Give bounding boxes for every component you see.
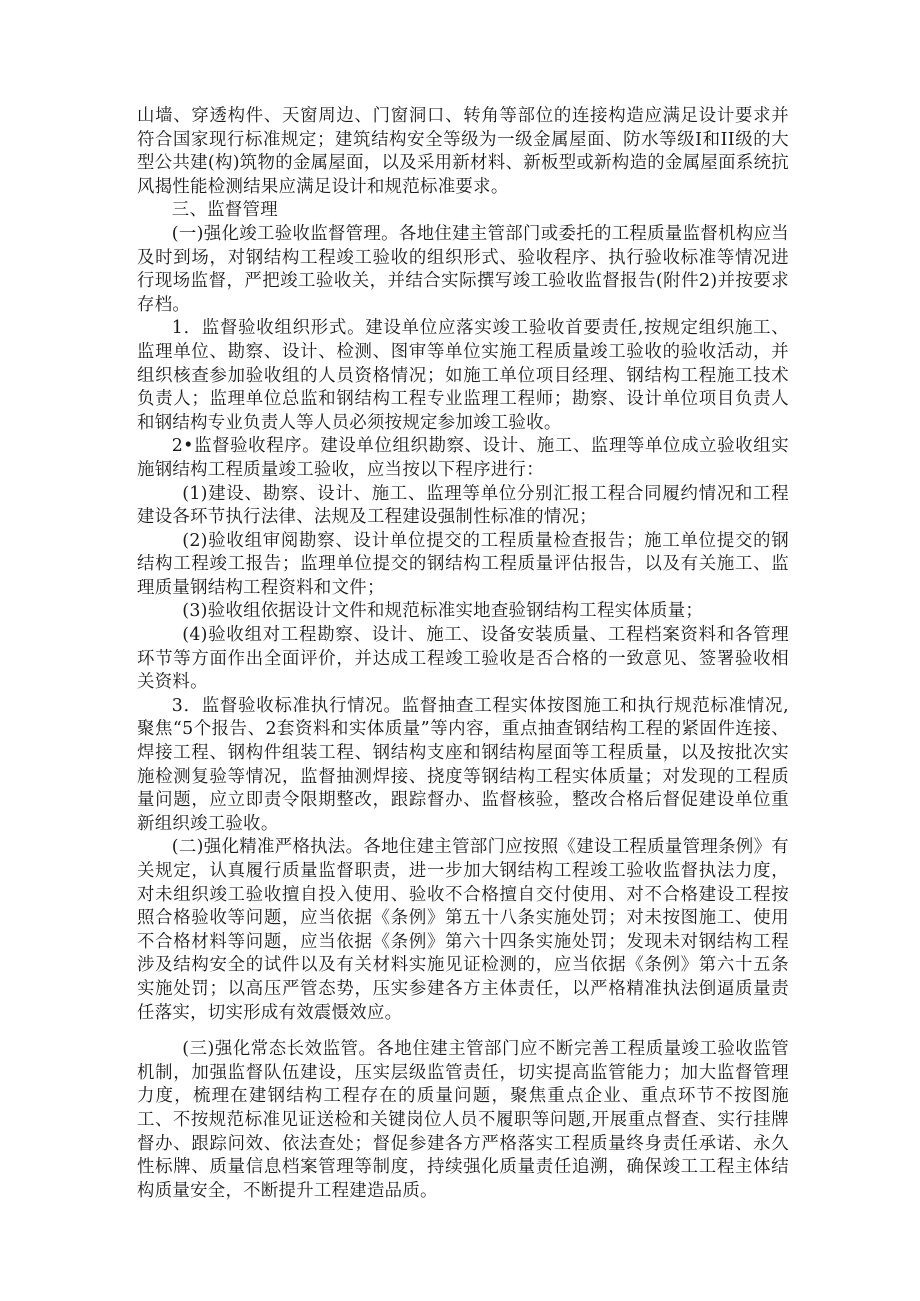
paragraph-acceptance-procedure: 2•监督验收程序。建设单位组织勘察、设计、施工、监理等单位成立验收组实施钢结构工程质量竣工验收，应当按以下程序进行： xyxy=(137,436,789,480)
list-item-procedure-3: (3)验收组依据设计文件和规范标准实地查验钢结构工程实体质量； xyxy=(182,601,704,622)
paragraph-strict-enforcement: (二)强化精准严格执法。各地住建主管部门应按照《建设工程质量管理条例》有关规定，认真履行质量监督职责，进一步加大钢结构工程竣工验收监督执法力度，对未组织竣工验收擅自投入使用、验收不合格擅自交付使用、对不合格建设工程按照合格验收等问题，应当依据《条例》第五十八条实施处罚；对未按图施工、使用不合格材料等问题，应当依据《条例》第六十四条实施处罚；发现未对钢结构工程涉及结构安全的试件以及有关材料实施见证检测的，应当依据《条例》第六十五条实施处罚；以高压严管态势，压实参建各方主体责任，以严格精准执法倒逼质量责任落实，切实形成有效震慑效应。 xyxy=(137,837,789,1023)
paragraph-roof-connection: 山墙、穿透构件、天窗周边、门窗洞口、转角等部位的连接构造应满足设计要求并符合国家现行标准规定；建筑结构安全等级为一级金属屋面、防水等级I和II级的大型公共建(构)筑物的金属屋面，以及采用新材料、新板型或新构造的金属屋面系统抗风揭性能检测结果应满足设计和规范标准要求。 xyxy=(137,106,789,197)
list-item-procedure-2: (2)验收组审阅勘察、设计单位提交的工程质量检查报告；施工单位提交的钢结构工程竣工报告；监理单位提交的钢结构工程质量评估报告，以及有关施工、监理质量钢结构工程资料和文件； xyxy=(137,530,789,598)
paragraph-acceptance-supervision: (一)强化竣工验收监督管理。各地住建主管部门或委托的工程质量监督机构应当及时到场，对钢结构工程竣工验收的组织形式、验收程序、执行验收标准等情况进行现场监督，严把竣工验收关，并结合实际撰写竣工验收监督报告(附件2)并按要求存档。 xyxy=(137,223,789,315)
list-item-procedure-1: (1)建设、勘察、设计、施工、监理等单位分别汇报工程合同履约情况和工程建设各环节执行法律、法规及工程建设强制性标准的情况； xyxy=(137,483,789,528)
section-heading-supervision: 三、监督管理 xyxy=(171,200,278,221)
paragraph-standards-execution: 3．监督验收标准执行情况。监督抽查工程实体按图施工和执行规范标准情况,聚焦“5个报告、2套资料和实体质量”等内容，重点抽查钢结构工程的紧固件连接、焊接工程、钢构件组装工程、钢结构支座和钢结构屋面等工程质量，以及按批次实施检测复验等情况，监督抽测焊接、挠度等钢结构工程实体质量；对发现的工程质量问题，应立即责令限期整改，跟踪督办、监督核验，整改合格后督促建设单位重新组织竣工验收。 xyxy=(137,695,789,834)
document-body xyxy=(137,105,789,1203)
paragraph-organization-form: 1．监督验收组织形式。建设单位应落实竣工验收首要责任,按规定组织施工、监理单位、勘察、设计、检测、图审等单位实施工程质量竣工验收的验收活动，并组织核查参加验收组的人员资格情况；如施工单位项目经理、钢结构工程施工技术负责人；监理单位总监和钢结构工程专业监理工程师；勘察、设计单位项目负责人和钢结构专业负责人等人员必须按规定参加竣工验收。 xyxy=(137,318,789,433)
list-item-procedure-4: (4)验收组对工程勘察、设计、施工、设备安装质量、工程档案资料和各管理环节等方面作出全面评价，并达成工程竣工验收是否合格的一致意见、签署验收相关资料。 xyxy=(137,625,789,693)
paragraph-long-term-supervision: (三)强化常态长效监管。各地住建主管部门应不断完善工程质量竣工验收监管机制，加强监督队伍建设，压实层级监管责任，切实提高监管能力；加大监督管理力度，梳理在建钢结构工程存在的质量问题，聚焦重点企业、重点环节不按图施工、不按规范标准见证送检和关键岗位人员不履职等问题,开展重点督查、实行挂牌督办、跟踪问效、依法查处；督促参建各方严格落实工程质量终身责任承诺、永久性标牌、质量信息档案管理等制度，持续强化质量责任追溯，确保竣工工程主体结构质量安全，不断提升工程建造品质。 xyxy=(137,1039,789,1201)
